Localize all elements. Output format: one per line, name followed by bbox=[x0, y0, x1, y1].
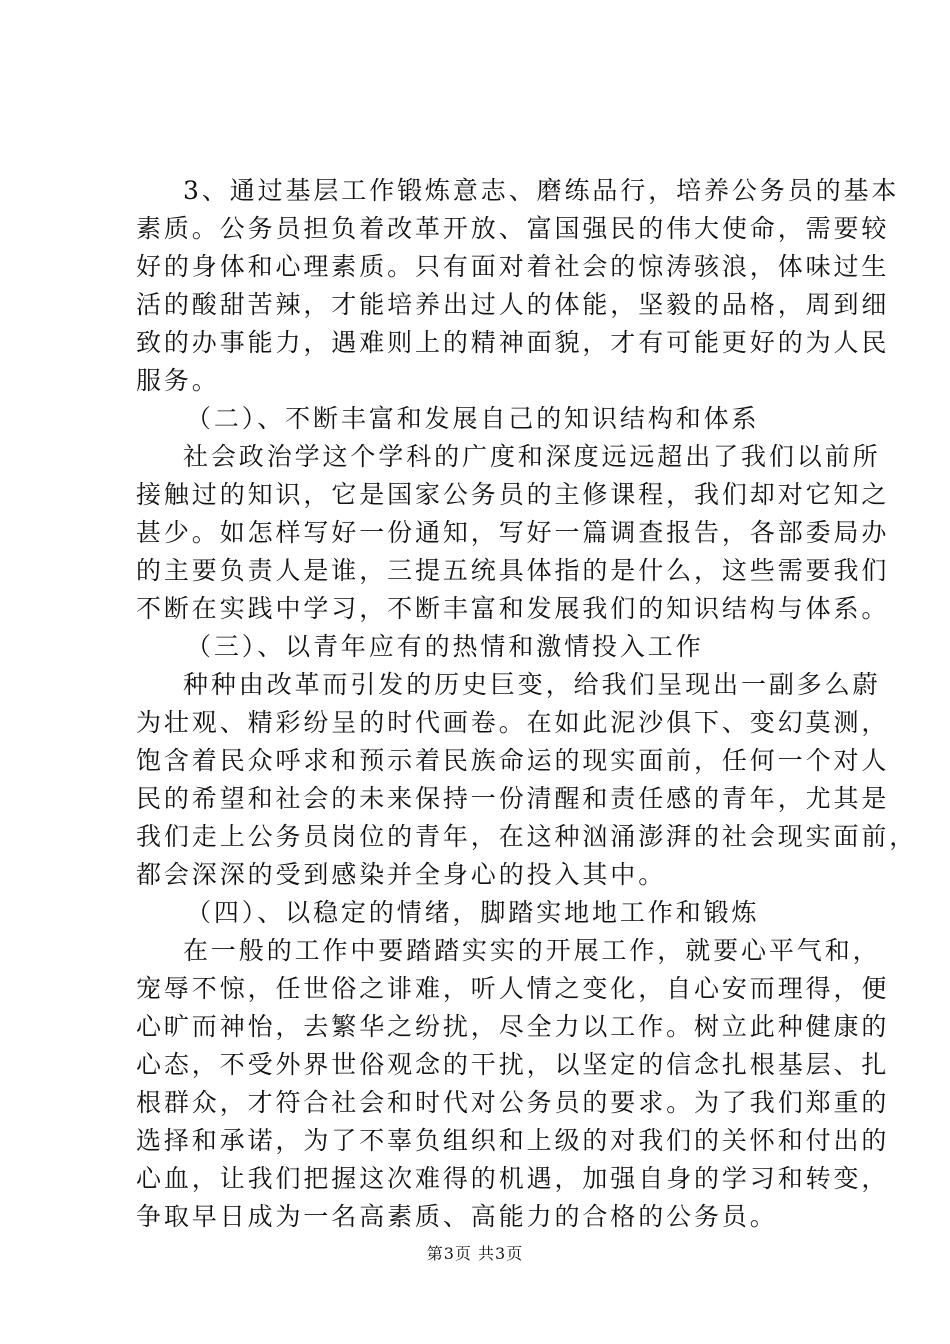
paragraph-line: 社会政治学这个学科的广度和深度远远超出了我们以前所 bbox=[183, 442, 881, 471]
paragraph-line: 甚少。如怎样写好一份通知，写好一篇调查报告，各部委局办 bbox=[136, 518, 890, 547]
section-heading: （四）、以稳定的情绪，脚踏实地地工作和锻炼 bbox=[186, 898, 760, 927]
paragraph-line: 心血，让我们把握这次难得的机遇，加强自身的学习和转变， bbox=[136, 1164, 890, 1193]
paragraph-line: 种种由改革而引发的历史巨变，给我们呈现出一副多么蔚 bbox=[183, 670, 881, 699]
paragraph-line: 根群众，才符合社会和时代对公务员的要求。为了我们郑重的 bbox=[136, 1088, 890, 1117]
section-heading: （二）、不断丰富和发展自己的知识结构和体系 bbox=[186, 404, 760, 433]
paragraph-line: 服务。 bbox=[136, 366, 220, 395]
paragraph-line: 不断在实践中学习，不断丰富和发展我们的知识结构与体系。 bbox=[136, 594, 890, 623]
paragraph-line: 争取早日成为一名高素质、高能力的合格的公务员。 bbox=[136, 1202, 778, 1231]
paragraph-line: 心旷而神怡，去繁华之纷扰，尽全力以工作。树立此种健康的 bbox=[136, 1012, 890, 1041]
paragraph-line: 在一般的工作中要踏踏实实的开展工作，就要心平气和， bbox=[183, 936, 881, 965]
paragraph-line: 3、通过基层工作锻炼意志、磨练品行，培养公务员的基本 bbox=[183, 176, 900, 205]
paragraph-line: 活的酸甜苦辣，才能培养出过人的体能，坚毅的品格，周到细 bbox=[136, 290, 890, 319]
document-body bbox=[136, 172, 918, 1236]
paragraph-line: 宠辱不惊，任世俗之诽难，听人情之变化，自心安而理得，便 bbox=[136, 974, 890, 1003]
paragraph-line: 心态，不受外界世俗观念的干扰，以坚定的信念扎根基层、扎 bbox=[136, 1050, 890, 1079]
paragraph-line: 民的希望和社会的未来保持一份清醒和责任感的青年，尤其是 bbox=[136, 784, 890, 813]
paragraph-line: 选择和承诺，为了不辜负组织和上级的对我们的关怀和付出的 bbox=[136, 1126, 890, 1155]
paragraph-line: 接触过的知识，它是国家公务员的主修课程，我们却对它知之 bbox=[136, 480, 890, 509]
section-heading: （三）、以青年应有的热情和激情投入工作 bbox=[186, 632, 704, 661]
paragraph-line: 素质。公务员担负着改革开放、富国强民的伟大使命，需要较 bbox=[136, 214, 890, 243]
paragraph-line: 为壮观、精彩纷呈的时代画卷。在如此泥沙俱下、变幻莫测， bbox=[136, 708, 890, 737]
paragraph-line: 的主要负责人是谁，三提五统具体指的是什么，这些需要我们 bbox=[136, 556, 890, 585]
paragraph-line: 我们走上公务员岗位的青年，在这种汹涌澎湃的社会现实面前， bbox=[136, 822, 918, 851]
paragraph-line: 致的办事能力，遇难则上的精神面貌，才有可能更好的为人民 bbox=[136, 328, 890, 357]
paragraph-line: 都会深深的受到感染并全身心的投入其中。 bbox=[136, 860, 667, 889]
page-number-footer: 第3页 共3页 bbox=[426, 1244, 524, 1263]
paragraph-line: 好的身体和心理素质。只有面对着社会的惊涛骇浪，体味过生 bbox=[136, 252, 890, 281]
paragraph-line: 饱含着民众呼求和预示着民族命运的现实面前，任何一个对人 bbox=[136, 746, 890, 775]
